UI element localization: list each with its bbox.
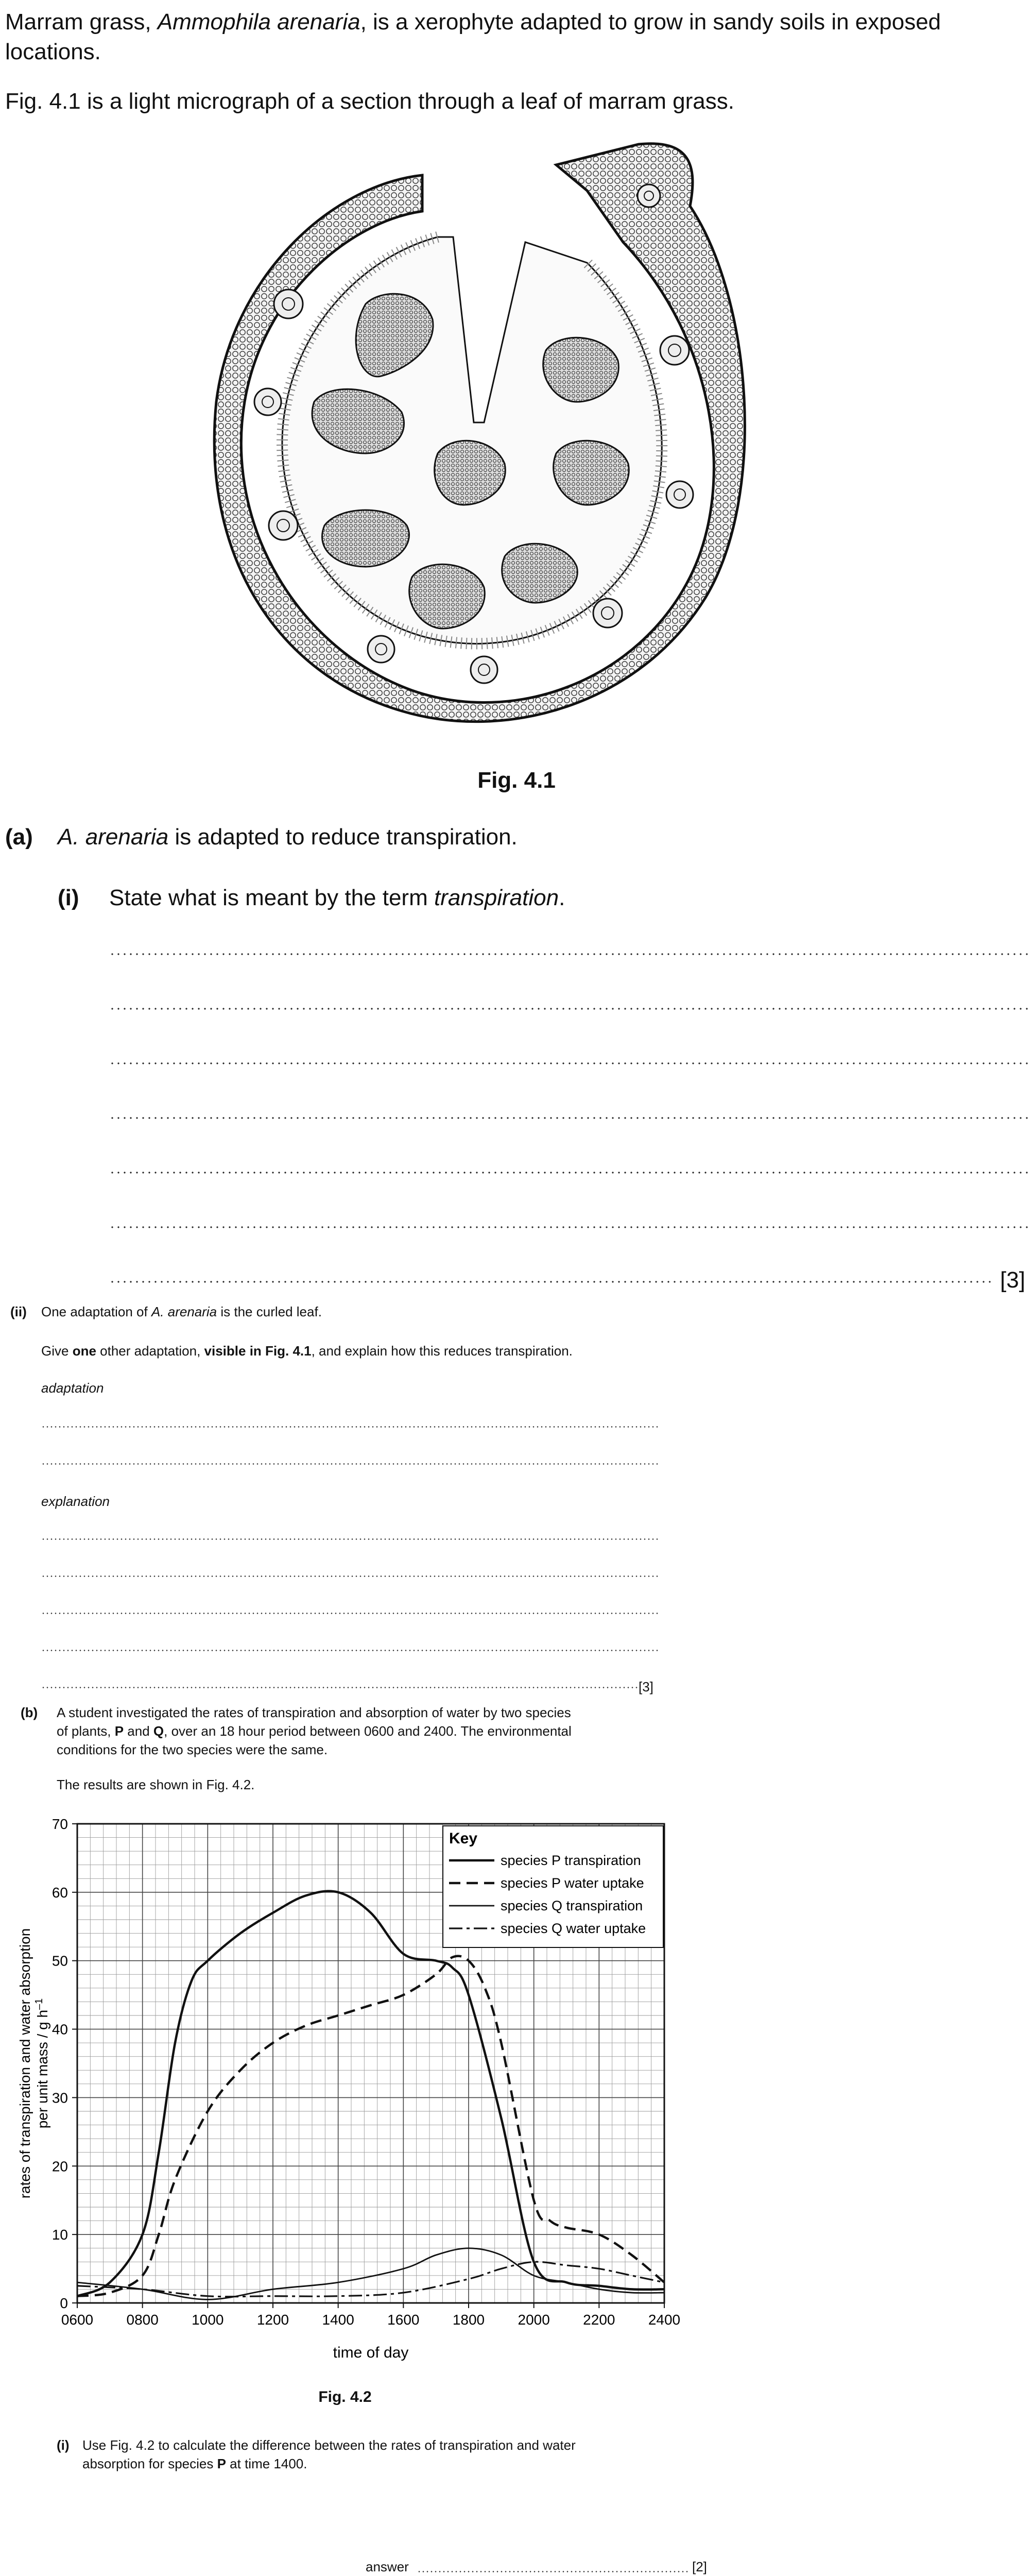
x-tick-label: 1000 [192,2312,224,2328]
x-tick-label: 1400 [322,2312,354,2328]
legend-label-3: species Q transpiration [501,1898,643,1913]
x-tick-label: 1200 [256,2312,289,2328]
series-line-3 [77,2248,664,2300]
leaf-micrograph-figure [196,134,752,742]
intro-line-2: locations. [5,39,101,64]
adaptation-label: adaptation [41,1380,104,1396]
part-b-results: The results are shown in Fig. 4.2. [57,1777,255,1792]
answer-line-a-i-7[interactable] [109,1281,995,1283]
part-b-line-1: A student investigated the rates of transpiration and absorption of water by two species [57,1705,571,1720]
part-a-ii-label: (ii) [10,1304,27,1319]
answer-line-a-i-5[interactable] [109,1172,1031,1174]
answer-line-a-i-6[interactable] [109,1226,1031,1228]
part-b-line-3: conditions for the two species were the same. [57,1742,328,1757]
chart-xlabel: time of day [333,2344,409,2361]
x-tick-label: 0800 [126,2312,159,2328]
answer-line-a-i-4[interactable] [109,1117,1031,1119]
part-a-text: A. arenaria is adapted to reduce transpiration. [58,824,518,850]
part-b-line-2: of plants, P and Q, over an 18 hour period between 0600 and 2400. The environmental [57,1723,572,1739]
x-tick-label: 2200 [583,2312,615,2328]
legend-label-2: species P water uptake [501,1875,644,1891]
explanation-line-2[interactable] [41,1575,659,1577]
y-tick-label: 0 [60,2295,68,2311]
y-tick-label: 10 [51,2227,68,2243]
x-tick-label: 1800 [452,2312,485,2328]
part-b-i-label: (i) [57,2437,70,2453]
series-line-2 [77,1956,664,2296]
y-tick-label: 50 [51,1953,68,1969]
part-a-i-marks: [3] [1000,1267,1025,1293]
chart-ylabel-line-1: rates of transpiration and water absorption [17,1928,33,2199]
answer-line-b-i[interactable] [417,2571,690,2572]
part-b-label: (b) [21,1705,38,1720]
part-a-ii-marks: [3] [639,1679,653,1694]
part-b-i-line-2: absorption for species P at time 1400. [82,2456,307,2471]
y-tick-label: 70 [51,1816,68,1832]
part-a-i-text: State what is meant by the term transpiration. [109,885,565,910]
explanation-line-5[interactable] [41,1687,639,1688]
part-b-i-marks: [2] [692,2559,707,2574]
x-tick-label: 2400 [648,2312,681,2328]
part-a-ii-text: One adaptation of A. arenaria is the curled leaf. [41,1304,322,1319]
chart-ylabel-line-2-text: per unit mass / g h [35,2009,50,2129]
series-line-1 [77,1891,664,2296]
part-a-label: (a) [5,824,33,850]
answer-line-a-i-2[interactable] [109,1008,1031,1010]
fig42-line-chart [0,1808,690,2375]
x-tick-label: 0600 [61,2312,94,2328]
x-tick-label: 2000 [518,2312,550,2328]
series-line-4 [77,2262,664,2297]
answer-line-a-i-3[interactable] [109,1062,1031,1064]
chart-legend [443,1826,663,1947]
legend-title: Key [449,1830,478,1847]
explanation-line-1[interactable] [41,1538,659,1540]
chart-ylabel-line-2 [33,1998,50,2129]
answer-label: answer [366,2559,409,2574]
explanation-label: explanation [41,1494,110,1509]
fig-intro-text: Fig. 4.1 is a light micrograph of a section through a leaf of marram grass. [5,89,734,114]
fig42-caption: Fig. 4.2 [318,2388,372,2405]
part-a-i-label: (i) [58,885,79,910]
explanation-line-3[interactable] [41,1613,659,1614]
y-tick-label: 30 [51,2090,68,2106]
legend-label-4: species Q water uptake [501,1921,646,1936]
explanation-line-4[interactable] [41,1650,659,1651]
adaptation-line-1[interactable] [41,1426,659,1428]
legend-label-1: species P transpiration [501,1853,641,1868]
adaptation-line-2[interactable] [41,1463,659,1465]
y-tick-label: 40 [51,2021,68,2038]
chart-series [77,1891,664,2300]
part-b-i-line-1: Use Fig. 4.2 to calculate the difference between the rates of transpiration and water [82,2437,576,2453]
fig41-caption: Fig. 4.1 [477,768,556,793]
y-tick-label: 20 [51,2158,68,2175]
x-tick-label: 1600 [387,2312,420,2328]
part-a-ii-question: Give one other adaptation, visible in Fig. 4.1, and explain how this reduces transpiration. [41,1343,573,1359]
chart-ylabel-sup: –1 [33,1998,45,2010]
y-tick-label: 60 [51,1884,68,1901]
intro-line-1: Marram grass, Ammophila arenaria, is a xerophyte adapted to grow in sandy soils in exposed [5,9,941,35]
answer-line-a-i-1[interactable] [109,953,1031,955]
